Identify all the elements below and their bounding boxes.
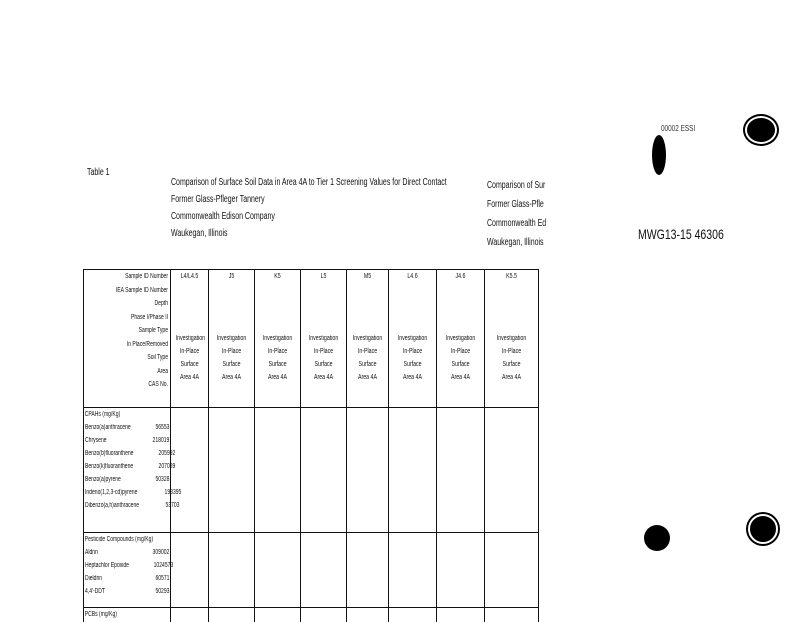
sample-id: L4.6 — [395, 273, 430, 280]
sample-type: Investigation — [395, 332, 430, 345]
sample-type: Investigation — [492, 332, 532, 345]
table-header-row — [84, 270, 539, 408]
table-number: Table 1 — [87, 167, 110, 178]
empty-cell — [209, 533, 255, 608]
pesticide-section-row — [84, 533, 539, 608]
row-label: Sample Type — [108, 324, 168, 338]
empty-cell — [171, 608, 209, 622]
sample-column-header — [347, 270, 389, 408]
empty-cell — [437, 608, 485, 622]
empty-cell — [485, 608, 539, 622]
sample-column-header — [437, 270, 485, 408]
sample-type: Investigation — [176, 332, 204, 345]
compound-row: Benzo(b)fluoranthene 205992 — [84, 447, 170, 460]
in-place: In-Place — [261, 345, 295, 358]
pesticide-compound-list — [84, 533, 171, 608]
area: Area 4A — [261, 371, 295, 384]
compound-row: Heptachlor Epoxide 1024573 — [84, 559, 170, 572]
area: Area 4A — [443, 371, 478, 384]
sample-id: K5 — [261, 273, 295, 280]
empty-cell — [301, 533, 347, 608]
area: Area 4A — [352, 371, 383, 384]
punch-hole-top — [745, 116, 777, 144]
pcb-section-row — [84, 608, 539, 622]
sample-column-header — [389, 270, 437, 408]
compound-row: Benzo(a)pyrene 50328 — [84, 473, 170, 486]
header-company: Commonwealth Edison Company — [171, 208, 447, 225]
compound-row: Dibenzo(a,h)anthracene 53703 — [84, 499, 170, 512]
row-label: In Place/Removed — [108, 338, 168, 352]
compound-row: Aldrin 309002 — [84, 546, 170, 559]
soil-type: Surface — [215, 358, 249, 371]
area: Area 4A — [492, 371, 532, 384]
header-location: Waukegan, Illinois — [171, 225, 447, 242]
soil-type: Surface — [176, 358, 204, 371]
cpah-compound-list — [84, 408, 171, 533]
header-title-clipped: Comparison of Sur — [487, 176, 546, 195]
compound-row: Benzo(a)anthracene 56553 — [84, 421, 170, 434]
sample-type: Investigation — [352, 332, 383, 345]
in-place: In-Place — [215, 345, 249, 358]
empty-cell — [347, 608, 389, 622]
sample-type: Investigation — [261, 332, 295, 345]
empty-cell — [171, 533, 209, 608]
sample-id: J5 — [215, 273, 249, 280]
data-table — [83, 269, 538, 618]
row-label: Soil Type — [108, 351, 168, 365]
compound-row: Indeno(1,2,3-cd)pyrene 193395 — [84, 486, 170, 499]
table-header — [171, 174, 447, 242]
sample-column-header — [171, 270, 209, 408]
compound-row: 4,4'-DDT 50293 — [84, 585, 170, 598]
cpah-section-row — [84, 408, 539, 533]
empty-cell — [485, 533, 539, 608]
header-title: Comparison of Surface Soil Data in Area 4A to Tier 1 Screening Values for Direct Contact — [171, 174, 447, 191]
empty-cell — [389, 408, 437, 533]
header-site-clipped: Former Glass-Pfle — [487, 195, 546, 214]
empty-cell — [255, 608, 301, 622]
row-label-column — [84, 270, 171, 408]
empty-cell — [209, 608, 255, 622]
bates-number: MWG13-15 46306 — [638, 226, 724, 242]
binder-hole-mark — [652, 135, 666, 175]
empty-cell — [389, 533, 437, 608]
sample-id: J4.6 — [443, 273, 478, 280]
area: Area 4A — [395, 371, 430, 384]
empty-cell — [347, 533, 389, 608]
header-location-clipped: Waukegan, Illinois — [487, 233, 546, 252]
soil-type: Surface — [492, 358, 532, 371]
soil-type: Surface — [261, 358, 295, 371]
table-header-clipped — [487, 176, 546, 252]
empty-cell — [485, 408, 539, 533]
empty-cell — [347, 408, 389, 533]
sample-id: L4/L4.5 — [176, 273, 204, 280]
area: Area 4A — [307, 371, 341, 384]
compound-row: Dieldrin 60571 — [84, 572, 170, 585]
empty-cell — [301, 408, 347, 533]
row-label: Phase I/Phase II — [108, 311, 168, 325]
in-place: In-Place — [395, 345, 430, 358]
row-label: Sample ID Number — [108, 270, 168, 284]
in-place: In-Place — [492, 345, 532, 358]
area: Area 4A — [215, 371, 249, 384]
sample-column-header — [255, 270, 301, 408]
in-place: In-Place — [176, 345, 204, 358]
sample-type: Investigation — [443, 332, 478, 345]
sample-id: K5.5 — [492, 273, 532, 280]
in-place: In-Place — [443, 345, 478, 358]
sample-id: M5 — [352, 273, 383, 280]
empty-cell — [437, 408, 485, 533]
empty-cell — [437, 533, 485, 608]
sample-column-header — [209, 270, 255, 408]
empty-cell — [171, 408, 209, 533]
sample-type: Investigation — [215, 332, 249, 345]
sample-id: L5 — [307, 273, 341, 280]
empty-cell — [389, 608, 437, 622]
soil-type: Surface — [307, 358, 341, 371]
empty-cell — [255, 408, 301, 533]
empty-cell — [209, 408, 255, 533]
soil-type: Surface — [395, 358, 430, 371]
section-title: Pesticide Compounds (mg/Kg) — [84, 533, 146, 546]
bates-stamp-label: 00002 ESSI — [661, 124, 695, 133]
row-label: Area — [108, 365, 168, 379]
header-site: Former Glass-Pfleger Tannery — [171, 191, 447, 208]
header-company-clipped: Commonwealth Ed — [487, 214, 546, 233]
sample-column-header — [485, 270, 539, 408]
soil-type: Surface — [443, 358, 478, 371]
punch-hole-bottom — [748, 514, 778, 544]
sample-type: Investigation — [307, 332, 341, 345]
in-place: In-Place — [352, 345, 383, 358]
pcb-compound-list — [84, 608, 171, 622]
sample-column-header — [301, 270, 347, 408]
empty-cell — [301, 608, 347, 622]
empty-cell — [255, 533, 301, 608]
in-place: In-Place — [307, 345, 341, 358]
section-title: PCBs (mg/Kg) — [84, 608, 146, 621]
punch-hole-middle — [644, 525, 670, 551]
soil-type: Surface — [352, 358, 383, 371]
compound-row: Benzo(k)fluoranthene 207089 — [84, 460, 170, 473]
section-title: CPAHs (mg/Kg) — [84, 408, 146, 421]
row-label: IEA Sample ID Number — [108, 284, 168, 298]
compound-row: Chrysene 218019 — [84, 434, 170, 447]
area: Area 4A — [176, 371, 204, 384]
row-label: Depth — [108, 297, 168, 311]
row-label: CAS No. — [108, 378, 168, 392]
